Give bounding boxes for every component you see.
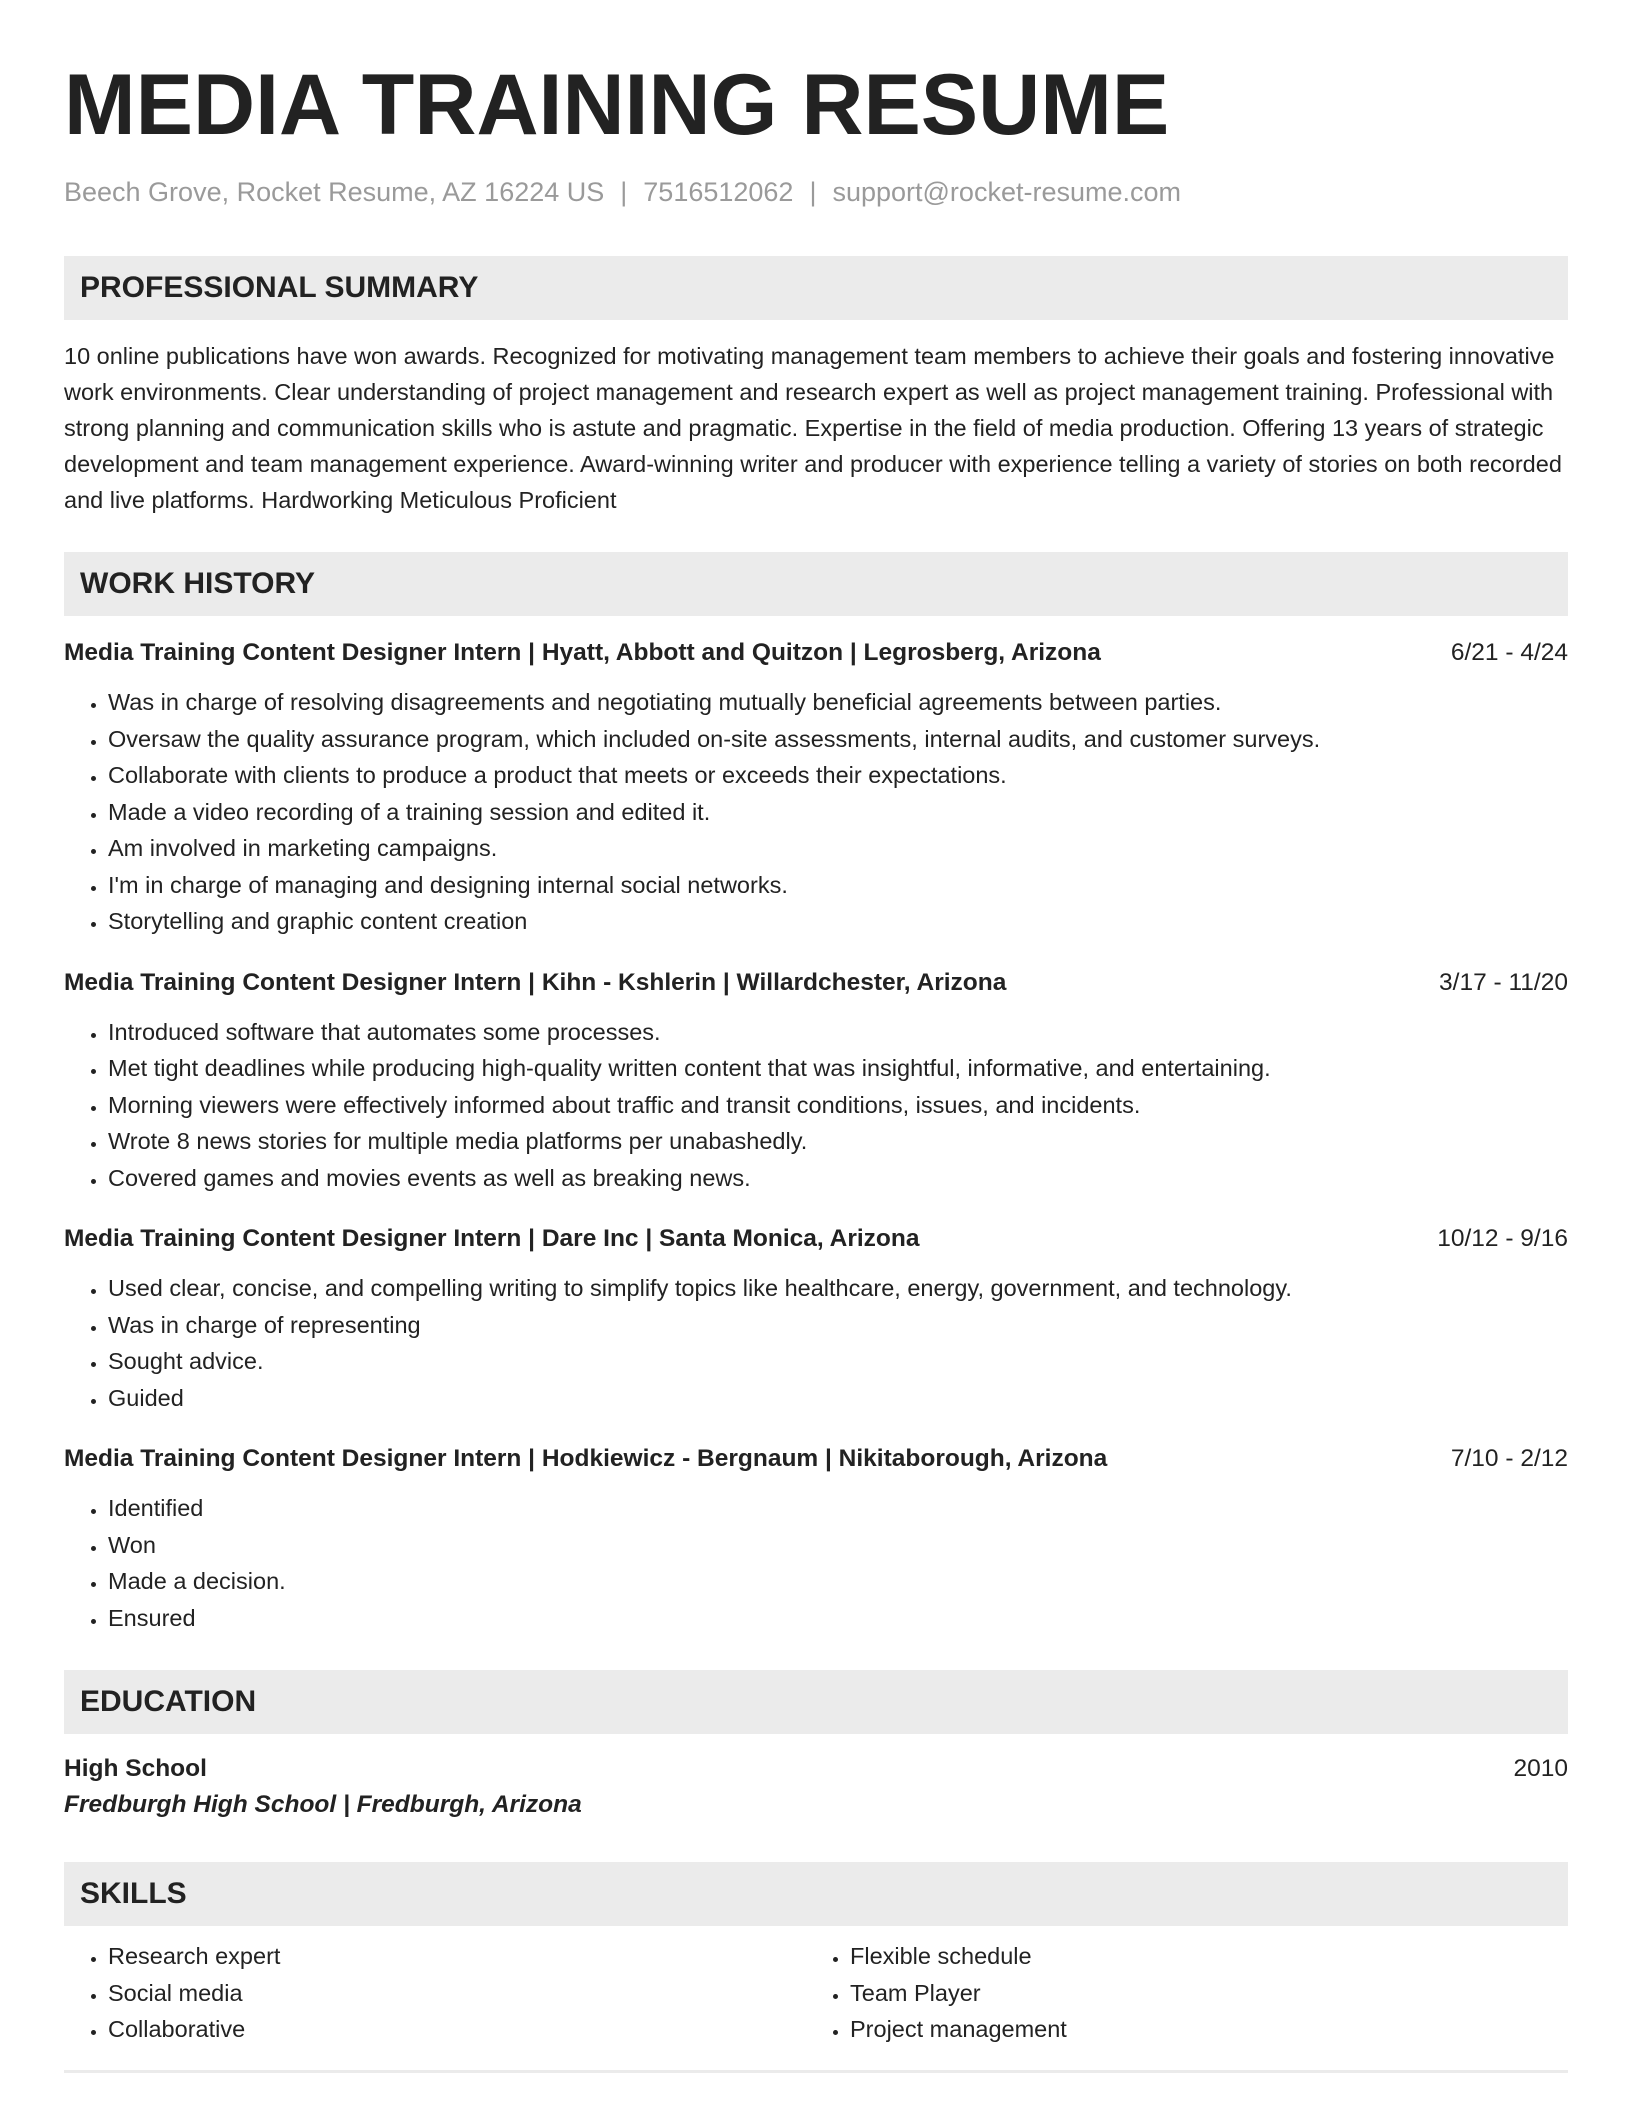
job-dates: 7/10 - 2/12 (1450, 1445, 1568, 1473)
job-bullets (64, 684, 1568, 940)
job-bullet: • Won (108, 1527, 1568, 1564)
job-header (64, 966, 1568, 1000)
contact-separator: | (809, 177, 817, 207)
job-title: Media Training Content Designer Intern | Hodkiewicz - Bergnaum | Nikitaborough, Arizona (64, 1445, 1108, 1473)
job-dates: 6/21 - 4/24 (1450, 639, 1568, 667)
skill-item: • Research expert (108, 1938, 806, 1975)
contact-address: Beech Grove, Rocket Resume, AZ 16224 US (64, 177, 605, 207)
job-header (64, 636, 1568, 670)
skill-item: • Collaborative (108, 2011, 806, 2048)
resume-title: MEDIA TRAINING RESUME (64, 57, 1170, 153)
job-bullet: • Was in charge of representing (108, 1307, 1568, 1344)
skills-grid (64, 1938, 1568, 2048)
job-header (64, 1222, 1568, 1256)
job-bullet: • Morning viewers were effectively informed about traffic and transit conditions, issues, and incidents. (108, 1087, 1568, 1124)
job-bullet: • Oversaw the quality assurance program, which included on-site assessments, internal audits, and customer surveys. (108, 721, 1568, 758)
job-bullet: • I'm in charge of managing and designing internal social networks. (108, 867, 1568, 904)
work-history-heading: WORK HISTORY (64, 552, 1568, 616)
skill-item: • Flexible schedule (850, 1938, 1548, 1975)
resume-page (64, 48, 1568, 2073)
job-bullets (64, 1270, 1568, 1416)
job-bullet: • Identified (108, 1490, 1568, 1527)
job-dates: 3/17 - 11/20 (1439, 968, 1568, 996)
bottom-divider (64, 2070, 1568, 2073)
contact-email: support@rocket-resume.com (832, 177, 1181, 207)
job-bullet: • Storytelling and graphic content creation (108, 903, 1568, 940)
job-entry (64, 1442, 1568, 1636)
job-bullet: • Am involved in marketing campaigns. (108, 830, 1568, 867)
job-bullet: • Covered games and movies events as well as breaking news. (108, 1160, 1568, 1197)
contact-line (64, 176, 1568, 208)
job-title: Media Training Content Designer Intern | Dare Inc | Santa Monica, Arizona (64, 1225, 920, 1253)
education-heading: EDUCATION (64, 1670, 1568, 1734)
skills-column-left (64, 1938, 806, 2048)
job-title: Media Training Content Designer Intern | Hyatt, Abbott and Quitzon | Legrosberg, Arizona (64, 639, 1101, 667)
job-bullet: • Collaborate with clients to produce a product that meets or exceeds their expectations. (108, 757, 1568, 794)
job-bullet: • Made a decision. (108, 1563, 1568, 1600)
job-entry (64, 1222, 1568, 1416)
skill-item: • Social media (108, 1975, 806, 2012)
job-bullet: • Used clear, concise, and compelling writing to simplify topics like healthcare, energy, government, and technology. (108, 1270, 1568, 1307)
skill-item: • Team Player (850, 1975, 1548, 2012)
education-degree: High School (64, 1755, 207, 1783)
job-bullet: • Guided (108, 1380, 1568, 1417)
job-bullets (64, 1014, 1568, 1197)
job-dates: 10/12 - 9/16 (1437, 1225, 1568, 1253)
job-bullet: • Ensured (108, 1600, 1568, 1637)
education-year: 2010 (1513, 1755, 1568, 1783)
summary-heading: PROFESSIONAL SUMMARY (64, 256, 1568, 320)
education-entry (64, 1752, 1568, 1786)
job-bullets (64, 1490, 1568, 1636)
job-bullet: • Sought advice. (108, 1343, 1568, 1380)
skills-heading: SKILLS (64, 1862, 1568, 1926)
job-entry (64, 966, 1568, 1197)
job-bullet: • Wrote 8 news stories for multiple media platforms per unabashedly. (108, 1123, 1568, 1160)
skills-column-right (806, 1938, 1548, 2048)
job-bullet: • Made a video recording of a training session and edited it. (108, 794, 1568, 831)
job-header (64, 1442, 1568, 1476)
job-title: Media Training Content Designer Intern | Kihn - Kshlerin | Willardchester, Arizona (64, 968, 1007, 996)
skill-item: • Project management (850, 2011, 1548, 2048)
job-entry (64, 636, 1568, 940)
job-bullet: • Was in charge of resolving disagreements and negotiating mutually beneficial agreements between parties. (108, 684, 1568, 721)
job-bullet: • Introduced software that automates some processes. (108, 1014, 1568, 1051)
contact-phone: 7516512062 (643, 177, 794, 207)
contact-separator: | (620, 177, 628, 207)
job-bullet: • Met tight deadlines while producing high-quality written content that was insightful, informative, and entertaining. (108, 1050, 1568, 1087)
education-school: Fredburgh High School | Fredburgh, Arizona (64, 1791, 582, 1819)
summary-text: 10 online publications have won awards. Recognized for motivating management team members to achieve their goals and fostering innovative work environments. Clear understanding of project management and research expert as well as project management training. Professional with strong planning and communication skills who is astute and pragmatic. Expertise in the field of media production. Offering 13 years of strategic development and team management experience. Award-winning writer and producer with experience telling a variety of stories on both recorded and live platforms. Hardworking Meticulous Proficient (64, 343, 1562, 514)
